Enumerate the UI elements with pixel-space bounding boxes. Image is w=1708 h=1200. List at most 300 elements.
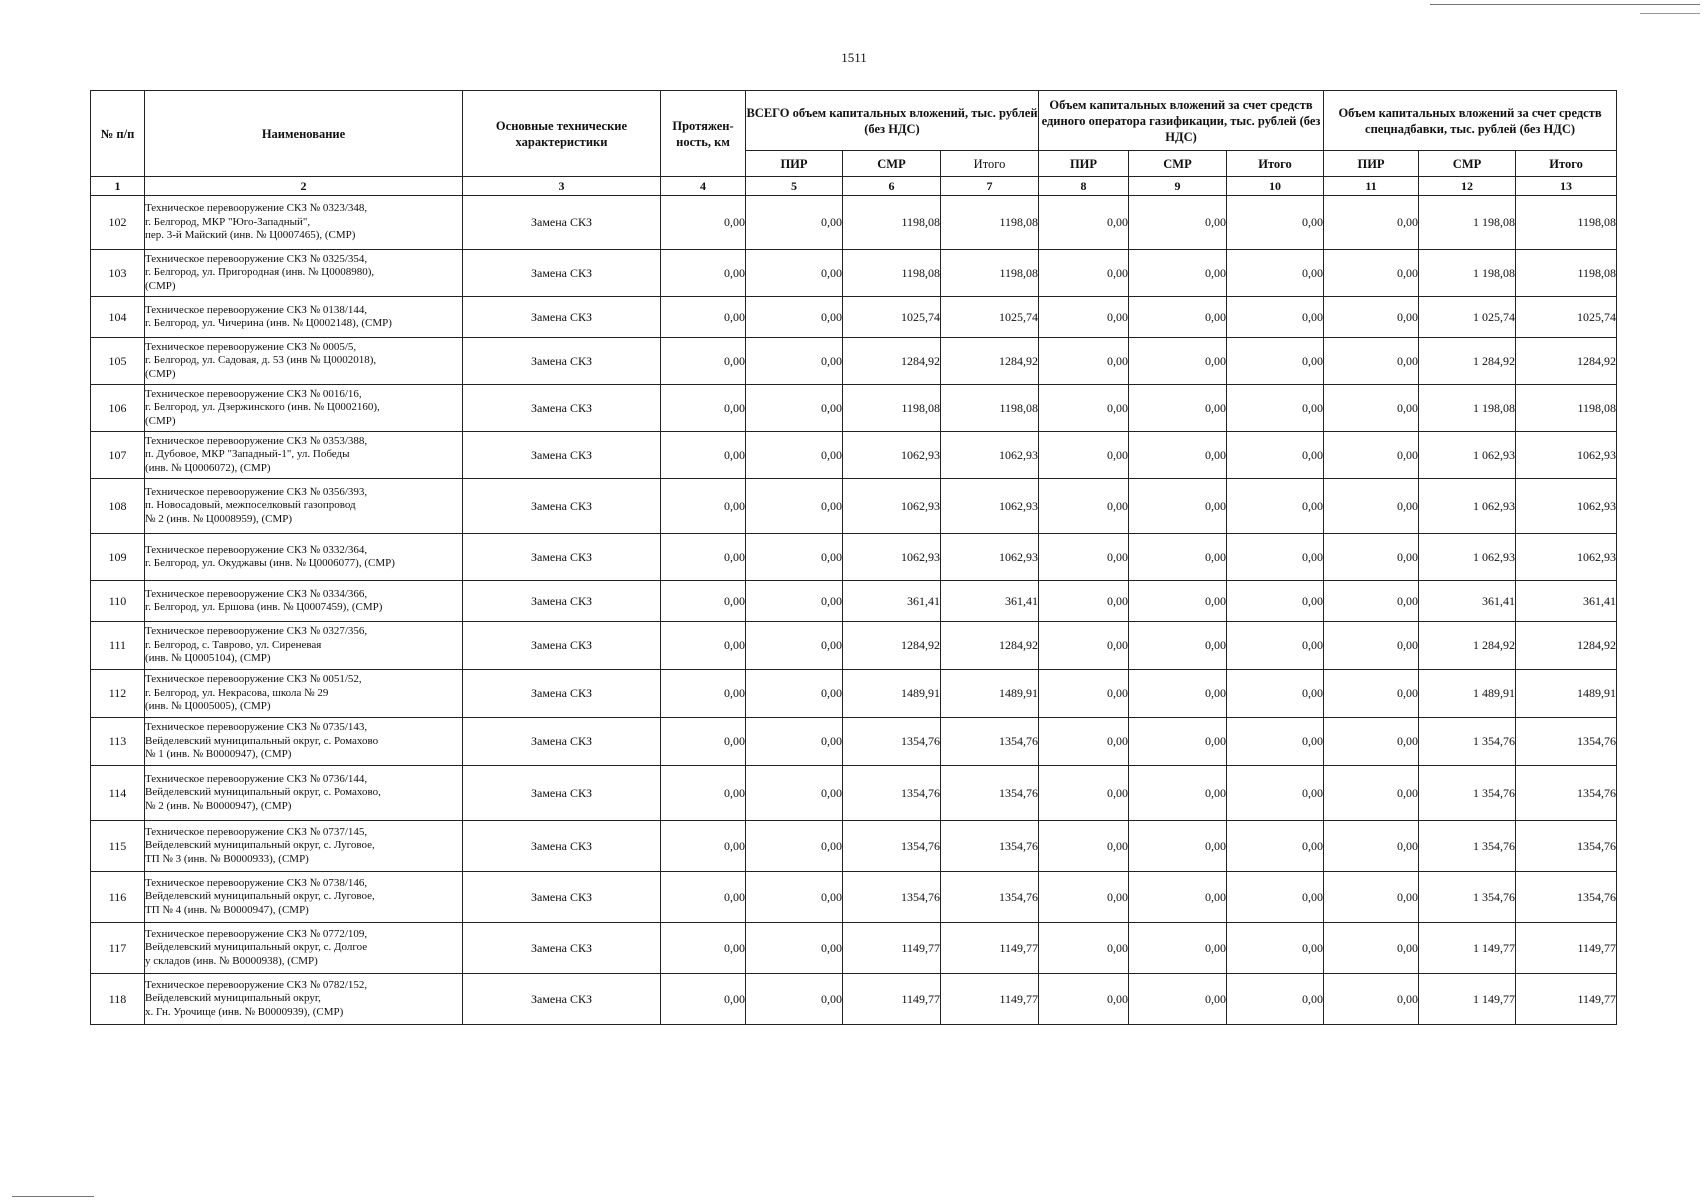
row-number: 114: [91, 766, 145, 821]
row-value-v7: 1062,93: [941, 534, 1039, 581]
row-value-v6: 1149,77: [843, 974, 941, 1025]
row-number: 104: [91, 297, 145, 338]
row-name-line: г. Белгород, ул. Чичерина (инв. № Ц0002148), (СМР): [145, 317, 392, 329]
header-name: Наименование: [145, 91, 463, 177]
row-value-v5: 0,00: [746, 338, 843, 385]
row-value-v9: 0,00: [1129, 821, 1227, 872]
row-value-v7: 1489,91: [941, 670, 1039, 718]
row-value-v11: 0,00: [1324, 923, 1419, 974]
row-value-v5: 0,00: [746, 297, 843, 338]
row-value-v6: 1149,77: [843, 923, 941, 974]
header-operator-smr: СМР: [1129, 151, 1227, 177]
row-name-line: г. Белгород, МКР "Юго-Западный",: [145, 215, 311, 228]
row-name-line: Техническое перевооружение СКЗ № 0332/364,: [145, 543, 368, 556]
row-name-line: ТП № 4 (инв. № В0000947), (СМР): [145, 903, 309, 916]
row-name-line: Техническое перевооружение СКЗ № 0356/393,: [145, 485, 368, 498]
row-name-line: Техническое перевооружение СКЗ № 0737/145,: [145, 825, 368, 838]
row-tech: Замена СКЗ: [463, 432, 661, 479]
row-value-v7: 1198,08: [941, 196, 1039, 250]
row-value-length: 0,00: [661, 670, 746, 718]
column-number: 10: [1227, 177, 1324, 196]
table-row: [91, 821, 1617, 872]
row-value-v13: 1198,08: [1516, 385, 1617, 432]
row-value-v5: 0,00: [746, 581, 843, 622]
row-value-length: 0,00: [661, 196, 746, 250]
row-value-v13: 1149,77: [1516, 974, 1617, 1025]
row-value-v13: 1489,91: [1516, 670, 1617, 718]
row-value-v10: 0,00: [1227, 718, 1324, 766]
header-num: № п/п: [91, 91, 145, 177]
row-value-v8: 0,00: [1039, 196, 1129, 250]
bottom-rule: [12, 1196, 94, 1197]
row-name-line: Техническое перевооружение СКЗ № 0138/144,: [145, 303, 368, 316]
row-name-line: Техническое перевооружение СКЗ № 0738/146,: [145, 876, 368, 889]
row-number: 112: [91, 670, 145, 718]
header-total-smr: СМР: [843, 151, 941, 177]
row-number: 102: [91, 196, 145, 250]
row-value-v8: 0,00: [1039, 718, 1129, 766]
row-value-v7: 1149,77: [941, 974, 1039, 1025]
row-value-length: 0,00: [661, 766, 746, 821]
row-value-v10: 0,00: [1227, 385, 1324, 432]
capital-investment-table: [90, 90, 1617, 1025]
row-value-v9: 0,00: [1129, 297, 1227, 338]
row-value-v12: 1 062,93: [1419, 432, 1516, 479]
row-value-v9: 0,00: [1129, 718, 1227, 766]
row-number: 115: [91, 821, 145, 872]
row-value-v12: 1 062,93: [1419, 534, 1516, 581]
row-value-v11: 0,00: [1324, 479, 1419, 534]
column-number: 12: [1419, 177, 1516, 196]
table-row: [91, 622, 1617, 670]
header-surcharge-group: Объем капитальных вложений за счет средств спецнадбавки, тыс. рублей (без НДС): [1324, 91, 1617, 151]
row-name-line: г. Белгород, ул. Пригородная (инв. № Ц0008980),: [145, 266, 375, 279]
header-surcharge-pir: ПИР: [1324, 151, 1419, 177]
row-value-v8: 0,00: [1039, 432, 1129, 479]
header-total-itogo: Итого: [941, 151, 1039, 177]
row-value-v12: 1 354,76: [1419, 872, 1516, 923]
row-value-v8: 0,00: [1039, 581, 1129, 622]
row-name-line: (СМР): [145, 279, 176, 292]
row-value-v12: 1 149,77: [1419, 974, 1516, 1025]
row-value-v10: 0,00: [1227, 622, 1324, 670]
row-tech: Замена СКЗ: [463, 385, 661, 432]
column-number: 8: [1039, 177, 1129, 196]
row-name-line: г. Белгород, ул. Садовая, д. 53 (инв № Ц0002018),: [145, 354, 377, 367]
row-name: [145, 821, 463, 872]
row-value-v5: 0,00: [746, 974, 843, 1025]
row-tech: Замена СКЗ: [463, 534, 661, 581]
row-value-v12: 1 284,92: [1419, 338, 1516, 385]
row-tech: Замена СКЗ: [463, 297, 661, 338]
row-number: 106: [91, 385, 145, 432]
table-body: [91, 196, 1617, 1025]
table-row: [91, 872, 1617, 923]
row-value-length: 0,00: [661, 250, 746, 297]
row-value-v10: 0,00: [1227, 479, 1324, 534]
row-name: [145, 250, 463, 297]
column-number: 9: [1129, 177, 1227, 196]
row-value-v12: 1 284,92: [1419, 622, 1516, 670]
row-name-line: г. Белгород, ул. Окуджавы (инв. № Ц0006077), (СМР): [145, 557, 395, 569]
row-name: [145, 872, 463, 923]
row-value-v13: 1354,76: [1516, 872, 1617, 923]
row-value-v13: 1062,93: [1516, 534, 1617, 581]
row-value-v13: 1284,92: [1516, 622, 1617, 670]
row-name: [145, 622, 463, 670]
row-number: 107: [91, 432, 145, 479]
column-number: 4: [661, 177, 746, 196]
row-value-v8: 0,00: [1039, 338, 1129, 385]
row-value-v7: 1354,76: [941, 821, 1039, 872]
row-name-line: г. Белгород, ул. Дзержинского (инв. № Ц0002160),: [145, 401, 380, 414]
row-value-v7: 1025,74: [941, 297, 1039, 338]
table-row: [91, 534, 1617, 581]
header-operator-group: Объем капитальных вложений за счет средств единого оператора газификации, тыс. рублей (без НДС): [1039, 91, 1324, 151]
row-value-v11: 0,00: [1324, 622, 1419, 670]
row-name-line: Техническое перевооружение СКЗ № 0325/354,: [145, 252, 368, 265]
row-value-v6: 1198,08: [843, 250, 941, 297]
table-row: [91, 766, 1617, 821]
row-value-v13: 1354,76: [1516, 718, 1617, 766]
row-value-length: 0,00: [661, 872, 746, 923]
top-rule: [1430, 4, 1700, 5]
row-number: 105: [91, 338, 145, 385]
row-value-v11: 0,00: [1324, 718, 1419, 766]
row-value-v12: 1 198,08: [1419, 196, 1516, 250]
row-value-v6: 1062,93: [843, 432, 941, 479]
row-value-length: 0,00: [661, 923, 746, 974]
row-value-v13: 1062,93: [1516, 432, 1617, 479]
row-name-line: Вейделевский муниципальный округ, с. Долгое: [145, 941, 368, 954]
table-row: [91, 670, 1617, 718]
row-value-v12: 1 354,76: [1419, 821, 1516, 872]
row-name: [145, 534, 463, 581]
row-tech: Замена СКЗ: [463, 821, 661, 872]
row-value-v12: 1 025,74: [1419, 297, 1516, 338]
table-row: [91, 718, 1617, 766]
row-value-v11: 0,00: [1324, 670, 1419, 718]
header-operator-itogo: Итого: [1227, 151, 1324, 177]
row-value-v11: 0,00: [1324, 432, 1419, 479]
row-value-v9: 0,00: [1129, 250, 1227, 297]
header-operator-pir: ПИР: [1039, 151, 1129, 177]
row-value-v9: 0,00: [1129, 479, 1227, 534]
row-tech: Замена СКЗ: [463, 974, 661, 1025]
row-tech: Замена СКЗ: [463, 581, 661, 622]
row-value-v11: 0,00: [1324, 766, 1419, 821]
row-value-v7: 1062,93: [941, 479, 1039, 534]
row-value-v13: 1062,93: [1516, 479, 1617, 534]
row-value-length: 0,00: [661, 974, 746, 1025]
row-value-v12: 1 198,08: [1419, 250, 1516, 297]
row-tech: Замена СКЗ: [463, 872, 661, 923]
row-name-line: Техническое перевооружение СКЗ № 0735/143,: [145, 721, 368, 734]
header-surcharge-itogo: Итого: [1516, 151, 1617, 177]
row-value-v7: 1149,77: [941, 923, 1039, 974]
row-value-v10: 0,00: [1227, 250, 1324, 297]
row-value-v9: 0,00: [1129, 385, 1227, 432]
row-name: [145, 923, 463, 974]
row-value-v11: 0,00: [1324, 338, 1419, 385]
row-name-line: (СМР): [145, 367, 176, 380]
row-value-v13: 1284,92: [1516, 338, 1617, 385]
row-value-v5: 0,00: [746, 432, 843, 479]
row-value-v5: 0,00: [746, 872, 843, 923]
row-name-line: № 1 (инв. № В0000947), (СМР): [145, 748, 292, 761]
row-value-v13: 1198,08: [1516, 250, 1617, 297]
table-row: [91, 196, 1617, 250]
table-row: [91, 297, 1617, 338]
row-value-v7: 1062,93: [941, 432, 1039, 479]
row-value-v11: 0,00: [1324, 196, 1419, 250]
column-number: 6: [843, 177, 941, 196]
row-value-v6: 1198,08: [843, 385, 941, 432]
row-value-v5: 0,00: [746, 196, 843, 250]
column-number: 1: [91, 177, 145, 196]
header-tech: Основные технические характеристики: [463, 91, 661, 177]
header-length: Протяжен-ность, км: [661, 91, 746, 177]
row-value-v6: 1198,08: [843, 196, 941, 250]
row-name-line: Вейделевский муниципальный округ, с. Луговое,: [145, 839, 375, 852]
row-value-length: 0,00: [661, 479, 746, 534]
row-value-v5: 0,00: [746, 622, 843, 670]
row-value-v5: 0,00: [746, 534, 843, 581]
row-name: [145, 718, 463, 766]
row-value-v8: 0,00: [1039, 622, 1129, 670]
row-value-length: 0,00: [661, 385, 746, 432]
row-value-v8: 0,00: [1039, 766, 1129, 821]
table-row: [91, 338, 1617, 385]
row-number: 103: [91, 250, 145, 297]
row-value-v6: 1284,92: [843, 338, 941, 385]
row-name-line: Вейделевский муниципальный округ, с. Ромахово,: [145, 786, 381, 799]
row-value-v8: 0,00: [1039, 479, 1129, 534]
row-name-line: (СМР): [145, 414, 176, 427]
row-value-v10: 0,00: [1227, 432, 1324, 479]
row-name: [145, 432, 463, 479]
column-number: 3: [463, 177, 661, 196]
table-row: [91, 432, 1617, 479]
row-name-line: Техническое перевооружение СКЗ № 0353/388,: [145, 434, 368, 447]
row-number: 116: [91, 872, 145, 923]
row-value-v8: 0,00: [1039, 297, 1129, 338]
row-name: [145, 338, 463, 385]
row-value-v7: 1198,08: [941, 250, 1039, 297]
top-rule-short: [1640, 13, 1700, 14]
column-number: 13: [1516, 177, 1617, 196]
row-value-v11: 0,00: [1324, 872, 1419, 923]
row-name-line: Вейделевский муниципальный округ,: [145, 992, 321, 1005]
row-number: 117: [91, 923, 145, 974]
row-value-v6: 1284,92: [843, 622, 941, 670]
row-value-v11: 0,00: [1324, 297, 1419, 338]
row-value-length: 0,00: [661, 534, 746, 581]
row-name-line: Техническое перевооружение СКЗ № 0323/348,: [145, 202, 368, 215]
row-value-v5: 0,00: [746, 718, 843, 766]
row-name-line: Техническое перевооружение СКЗ № 0772/109,: [145, 927, 368, 940]
table-row: [91, 923, 1617, 974]
row-number: 108: [91, 479, 145, 534]
row-value-v9: 0,00: [1129, 338, 1227, 385]
header-total-pir: ПИР: [746, 151, 843, 177]
row-name: [145, 670, 463, 718]
row-value-v6: 1062,93: [843, 479, 941, 534]
row-value-length: 0,00: [661, 821, 746, 872]
row-value-v10: 0,00: [1227, 974, 1324, 1025]
header-surcharge-smr: СМР: [1419, 151, 1516, 177]
table-row: [91, 385, 1617, 432]
row-value-v12: 1 149,77: [1419, 923, 1516, 974]
row-name-line: Техническое перевооружение СКЗ № 0051/52,: [145, 673, 362, 686]
table-row: [91, 974, 1617, 1025]
header-total-group: ВСЕГО объем капитальных вложений, тыс. рублей (без НДС): [746, 91, 1039, 151]
row-value-v12: 1 354,76: [1419, 718, 1516, 766]
row-value-v10: 0,00: [1227, 338, 1324, 385]
row-value-v6: 1025,74: [843, 297, 941, 338]
row-value-v13: 1354,76: [1516, 766, 1617, 821]
row-value-v11: 0,00: [1324, 821, 1419, 872]
row-name: [145, 974, 463, 1025]
row-value-v12: 1 062,93: [1419, 479, 1516, 534]
row-name-line: ТП № 3 (инв. № В0000933), (СМР): [145, 852, 309, 865]
row-value-v5: 0,00: [746, 250, 843, 297]
row-value-v11: 0,00: [1324, 534, 1419, 581]
row-value-v6: 361,41: [843, 581, 941, 622]
row-name-line: х. Гн. Урочище (инв. № В0000939), (СМР): [145, 1005, 344, 1018]
row-name-line: Вейделевский муниципальный округ, с. Луговое,: [145, 890, 375, 903]
row-value-v8: 0,00: [1039, 821, 1129, 872]
row-value-v9: 0,00: [1129, 974, 1227, 1025]
row-value-v10: 0,00: [1227, 581, 1324, 622]
row-name-line: Техническое перевооружение СКЗ № 0327/356,: [145, 625, 368, 638]
row-value-v6: 1062,93: [843, 534, 941, 581]
row-value-v9: 0,00: [1129, 534, 1227, 581]
row-value-v9: 0,00: [1129, 432, 1227, 479]
row-value-v6: 1489,91: [843, 670, 941, 718]
row-value-v10: 0,00: [1227, 821, 1324, 872]
row-name-line: Техническое перевооружение СКЗ № 0736/144,: [145, 772, 368, 785]
row-name-line: Техническое перевооружение СКЗ № 0334/366,: [145, 587, 368, 600]
row-value-length: 0,00: [661, 718, 746, 766]
column-number: 7: [941, 177, 1039, 196]
row-value-v5: 0,00: [746, 670, 843, 718]
row-name-line: п. Дубовое, МКР "Западный-1", ул. Победы: [145, 448, 350, 461]
row-name: [145, 297, 463, 338]
row-number: 110: [91, 581, 145, 622]
row-value-v9: 0,00: [1129, 923, 1227, 974]
row-number: 111: [91, 622, 145, 670]
row-value-v8: 0,00: [1039, 385, 1129, 432]
row-name-line: (инв. № Ц0005005), (СМР): [145, 700, 271, 713]
table-row: [91, 250, 1617, 297]
row-tech: Замена СКЗ: [463, 766, 661, 821]
row-tech: Замена СКЗ: [463, 670, 661, 718]
row-value-v7: 1354,76: [941, 872, 1039, 923]
column-number-row: [91, 177, 1617, 196]
row-value-v6: 1354,76: [843, 766, 941, 821]
row-value-v9: 0,00: [1129, 196, 1227, 250]
row-value-v5: 0,00: [746, 766, 843, 821]
row-name-line: г. Белгород, ул. Некрасова, школа № 29: [145, 686, 329, 699]
row-value-v10: 0,00: [1227, 766, 1324, 821]
row-value-v7: 1284,92: [941, 338, 1039, 385]
row-value-v7: 1284,92: [941, 622, 1039, 670]
row-name: [145, 196, 463, 250]
row-tech: Замена СКЗ: [463, 923, 661, 974]
column-number: 11: [1324, 177, 1419, 196]
row-value-v12: 1 489,91: [1419, 670, 1516, 718]
row-name: [145, 766, 463, 821]
row-value-v7: 1354,76: [941, 766, 1039, 821]
row-value-v9: 0,00: [1129, 581, 1227, 622]
row-tech: Замена СКЗ: [463, 250, 661, 297]
row-value-v10: 0,00: [1227, 872, 1324, 923]
row-value-v10: 0,00: [1227, 670, 1324, 718]
row-name-line: № 2 (инв. № В0000947), (СМР): [145, 799, 292, 812]
row-value-v5: 0,00: [746, 385, 843, 432]
row-value-v8: 0,00: [1039, 872, 1129, 923]
row-value-v8: 0,00: [1039, 923, 1129, 974]
row-tech: Замена СКЗ: [463, 338, 661, 385]
row-value-v13: 1149,77: [1516, 923, 1617, 974]
row-value-v12: 1 354,76: [1419, 766, 1516, 821]
row-value-v11: 0,00: [1324, 385, 1419, 432]
row-value-length: 0,00: [661, 622, 746, 670]
row-value-v13: 1354,76: [1516, 821, 1617, 872]
row-number: 113: [91, 718, 145, 766]
row-value-v8: 0,00: [1039, 534, 1129, 581]
row-value-v6: 1354,76: [843, 718, 941, 766]
row-value-v9: 0,00: [1129, 872, 1227, 923]
row-tech: Замена СКЗ: [463, 622, 661, 670]
row-value-v10: 0,00: [1227, 297, 1324, 338]
row-value-v9: 0,00: [1129, 766, 1227, 821]
row-value-v7: 1198,08: [941, 385, 1039, 432]
row-name-line: пер. 3-й Майский (инв. № Ц0007465), (СМР): [145, 229, 356, 242]
row-tech: Замена СКЗ: [463, 718, 661, 766]
row-value-v10: 0,00: [1227, 196, 1324, 250]
row-name-line: у складов (инв. № В0000938), (СМР): [145, 954, 318, 967]
row-value-v13: 361,41: [1516, 581, 1617, 622]
row-name: [145, 479, 463, 534]
row-name-line: Техническое перевооружение СКЗ № 0016/16,: [145, 387, 362, 400]
row-value-v8: 0,00: [1039, 670, 1129, 718]
row-value-v9: 0,00: [1129, 622, 1227, 670]
row-value-v8: 0,00: [1039, 250, 1129, 297]
row-value-v11: 0,00: [1324, 250, 1419, 297]
row-name-line: п. Новосадовый, межпоселковый газопровод: [145, 499, 356, 512]
column-number: 5: [746, 177, 843, 196]
row-name-line: (инв. № Ц0005104), (СМР): [145, 652, 271, 665]
row-value-v12: 1 198,08: [1419, 385, 1516, 432]
table-row: [91, 479, 1617, 534]
row-value-v5: 0,00: [746, 479, 843, 534]
row-name: [145, 385, 463, 432]
row-number: 118: [91, 974, 145, 1025]
row-value-v8: 0,00: [1039, 974, 1129, 1025]
row-name-line: № 2 (инв. № Ц0008959), (СМР): [145, 512, 293, 525]
row-value-v11: 0,00: [1324, 581, 1419, 622]
column-number: 2: [145, 177, 463, 196]
row-name-line: Техническое перевооружение СКЗ № 0782/152,: [145, 978, 368, 991]
row-value-v13: 1198,08: [1516, 196, 1617, 250]
row-name-line: (инв. № Ц0006072), (СМР): [145, 461, 271, 474]
page-number: 1511: [841, 50, 867, 65]
row-value-length: 0,00: [661, 297, 746, 338]
table-row: [91, 581, 1617, 622]
row-value-v5: 0,00: [746, 923, 843, 974]
